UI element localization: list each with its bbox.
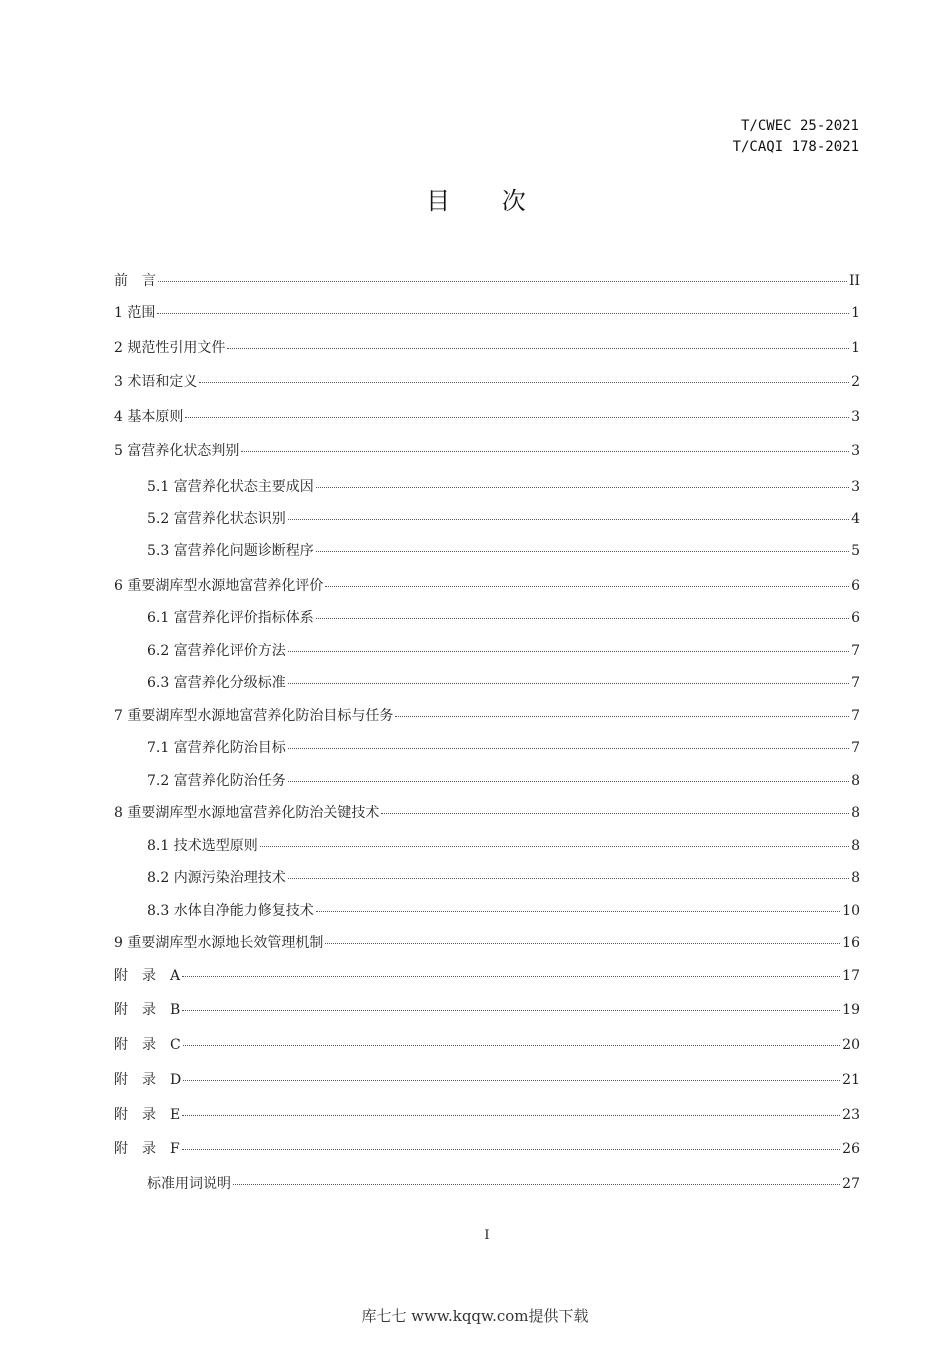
standard-codes — [733, 116, 859, 158]
toc-entry-page: 8 — [851, 773, 860, 789]
toc-entry[interactable] — [114, 802, 860, 824]
dot-leader — [183, 1045, 840, 1046]
toc-entry[interactable] — [114, 1034, 860, 1056]
toc-entry-page: 7 — [851, 675, 860, 691]
dot-leader — [183, 1080, 840, 1081]
toc-entry[interactable] — [114, 337, 860, 359]
dot-leader — [316, 487, 849, 488]
toc-entry[interactable] — [147, 672, 860, 694]
toc-entry-label: 附 录 C — [114, 1037, 181, 1053]
dot-leader — [325, 943, 840, 944]
toc-entry-label: 9 重要湖库型水源地长效管理机制 — [114, 935, 324, 951]
toc-entry-page: 27 — [842, 1176, 860, 1192]
toc-entry[interactable] — [114, 1104, 860, 1126]
toc-entry-label: 附 录 F — [114, 1141, 180, 1157]
toc-entry-page: 3 — [851, 443, 860, 459]
toc-entry-label: 1 范围 — [114, 305, 156, 321]
dot-leader — [316, 551, 849, 552]
toc-entry-label: 前 言 — [114, 273, 156, 289]
dot-leader — [157, 313, 849, 314]
toc-entry-label: 5 富营养化状态判别 — [114, 443, 240, 459]
toc-entry[interactable] — [147, 1173, 860, 1195]
toc-entry-label: 8.2 内源污染治理技术 — [147, 870, 286, 886]
toc-entry[interactable] — [114, 371, 860, 393]
toc-entry[interactable] — [114, 1138, 860, 1160]
dot-leader — [182, 1010, 840, 1011]
toc-entry-page: 4 — [851, 511, 860, 527]
toc-entry-label: 附 录 E — [114, 1107, 181, 1123]
toc-entry-label: 8.1 技术选型原则 — [147, 838, 258, 854]
toc-entry-label: 3 术语和定义 — [114, 374, 198, 390]
toc-entry-page: 19 — [842, 1002, 860, 1018]
toc-entry-label: 6 重要湖库型水源地富营养化评价 — [114, 578, 324, 594]
toc-entry-page: 5 — [851, 543, 860, 559]
toc-entry[interactable] — [147, 900, 860, 922]
dot-leader — [185, 417, 849, 418]
toc-entry-page: 8 — [851, 838, 860, 854]
toc-entry-page: 6 — [851, 578, 860, 594]
toc-entry-label: 5.1 富营养化状态主要成因 — [147, 479, 314, 495]
toc-entry-label: 5.2 富营养化状态识别 — [147, 511, 286, 527]
dot-leader — [288, 683, 849, 684]
toc-entry[interactable] — [114, 932, 860, 954]
toc-entry[interactable] — [147, 640, 860, 662]
dot-leader — [233, 1184, 840, 1185]
dot-leader — [199, 382, 849, 383]
toc-entry-page: 17 — [842, 968, 860, 984]
toc-entry[interactable] — [114, 406, 860, 428]
toc-entry[interactable] — [147, 737, 860, 759]
toc-entry-label: 附 录 D — [114, 1072, 182, 1088]
toc-entry-page: 23 — [842, 1107, 860, 1123]
download-footer: 库七七 www.kqqw.com提供下载 — [361, 1307, 589, 1325]
toc-entry[interactable] — [147, 540, 860, 562]
page-number: I — [484, 1228, 490, 1243]
dot-leader — [260, 846, 849, 847]
toc-entry[interactable] — [147, 867, 860, 889]
toc-entry[interactable] — [147, 508, 860, 530]
dot-leader — [325, 586, 849, 587]
dot-leader — [288, 519, 849, 520]
dot-leader — [182, 1115, 840, 1116]
toc-entry-page: 7 — [851, 643, 860, 659]
dot-leader — [316, 911, 840, 912]
toc-entry[interactable] — [114, 575, 860, 597]
toc-entry-page: II — [848, 273, 860, 289]
toc-entry-label: 7.2 富营养化防治任务 — [147, 773, 286, 789]
toc-entry-label: 6.1 富营养化评价指标体系 — [147, 610, 314, 626]
page-title: 目 次 — [426, 187, 548, 215]
toc-entry-page: 3 — [851, 479, 860, 495]
toc-entry-page: 21 — [842, 1072, 860, 1088]
toc-entry[interactable] — [147, 835, 860, 857]
toc-entry-page: 3 — [851, 409, 860, 425]
toc-entry[interactable] — [147, 476, 860, 498]
toc-entry-label: 8 重要湖库型水源地富营养化防治关键技术 — [114, 805, 380, 821]
toc-entry-page: 1 — [851, 305, 860, 321]
toc-entry-label: 7 重要湖库型水源地富营养化防治目标与任务 — [114, 708, 394, 724]
toc-entry[interactable] — [114, 965, 860, 987]
dot-leader — [182, 1149, 840, 1150]
dot-leader — [288, 781, 849, 782]
dot-leader — [316, 618, 849, 619]
toc-entry-label: 7.1 富营养化防治目标 — [147, 740, 286, 756]
toc-entry-page: 8 — [851, 805, 860, 821]
toc-entry[interactable] — [147, 770, 860, 792]
toc-entry-page: 7 — [851, 740, 860, 756]
toc-entry-page: 26 — [842, 1141, 860, 1157]
toc-entry[interactable] — [114, 302, 860, 324]
toc-entry-label: 4 基本原则 — [114, 409, 184, 425]
toc-entry-label: 6.2 富营养化评价方法 — [147, 643, 286, 659]
toc-entry-page: 8 — [851, 870, 860, 886]
dot-leader — [227, 348, 849, 349]
toc-entry[interactable] — [114, 440, 860, 462]
toc-entry-page: 7 — [851, 708, 860, 724]
dot-leader — [288, 748, 849, 749]
standard-code-cwec: T/CWEC 25-2021 — [740, 118, 859, 134]
toc-entry-page: 1 — [851, 340, 860, 356]
toc-entry-label: 附 录 A — [114, 968, 181, 984]
toc-entry[interactable] — [114, 1069, 860, 1091]
toc-entry-label: 2 规范性引用文件 — [114, 340, 226, 356]
toc-entry-label: 标准用词说明 — [147, 1176, 231, 1192]
dot-leader — [288, 878, 849, 879]
dot-leader — [241, 451, 849, 452]
toc-entry-page: 10 — [842, 903, 860, 919]
dot-leader — [158, 281, 847, 282]
dot-leader — [182, 976, 840, 977]
toc-entry[interactable] — [114, 705, 860, 727]
toc-entry-label: 6.3 富营养化分级标准 — [147, 675, 286, 691]
toc-entry[interactable] — [114, 999, 860, 1021]
toc-entry-label: 5.3 富营养化问题诊断程序 — [147, 543, 314, 559]
standard-code-caqi: T/CAQI 178-2021 — [732, 139, 859, 155]
toc-entry-label: 8.3 水体自净能力修复技术 — [147, 903, 314, 919]
dot-leader — [381, 813, 849, 814]
dot-leader — [288, 651, 849, 652]
dot-leader — [395, 716, 849, 717]
toc-entry-page: 2 — [851, 374, 860, 390]
toc-entry-page: 20 — [842, 1037, 860, 1053]
toc-entry-page: 6 — [851, 610, 860, 626]
toc-entry-page: 16 — [842, 935, 860, 951]
toc-entry-label: 附 录 B — [114, 1002, 181, 1018]
toc-entry[interactable] — [114, 270, 860, 292]
toc-entry[interactable] — [147, 607, 860, 629]
